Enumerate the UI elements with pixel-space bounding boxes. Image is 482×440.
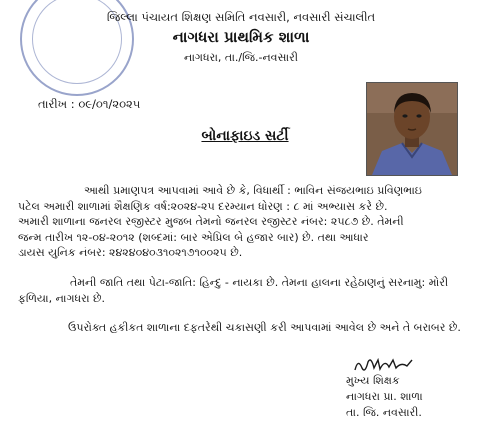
signatory-role: મુખ્ય શિક્ષક [346, 374, 400, 387]
letterhead-address: નાગધરા, તા./જિ.-નવસારી [184, 51, 298, 64]
signatory-place: તા. જિ. નવસારી. [346, 406, 422, 419]
text-line: તેમની જાતિ તથા પેટા-જાતિ: હિન્દુ - નાયકા છે. તેમના હાલના રહેઠાણનું સરનામુ: મોરી [70, 276, 449, 289]
paragraph-caste-address [18, 275, 468, 306]
student-photo [366, 82, 458, 176]
letterhead-parent-body: જિલ્લા પંચાયત શિક્ષણ સમિતિ નવસારી, નવસારી સંચાલીત [106, 10, 376, 24]
issue-date: તારીખ : ૦૯/૦૧/૨૦૨૫ [38, 97, 141, 111]
text-line: ફળિયા, નાગધરા છે. [18, 291, 106, 305]
paragraph-student-details [18, 183, 468, 261]
text-line: જન્મ તારીખ ૧૨-૦૪-૨૦૧૨ (શબ્દમાં: બાર એપ્રિલ બે હજાર બાર) છે. તથા આધાર [18, 230, 369, 244]
text-line: આથી પ્રમાણપત્ર આપવામાં આવે છે કે, વિધાર્થી : ભાવિન સંજયભાઇ પ્રવિણભાઇ [84, 184, 422, 197]
paragraph-verification: ઉપરોક્ત હકીકત શાળાના દફતરેથી ચકાસણી કરી આપવામાં આવેલ છે અને તે બરાબર છે. [68, 321, 461, 334]
letterhead-school-name: નાગધરા પ્રાથમિક શાળા [172, 28, 310, 46]
text-line: પટેલ અમારી શાળામાં શૈક્ષણિક વર્ષ:૨૦૨૪-૨૫ દરમ્યાન ધોરણ : ૮ માં અભ્યાસ કરે છે. [18, 199, 388, 213]
signatory-school: નાગધરા પ્રા. શાળા [346, 390, 423, 403]
certificate-title: બોનાફાઇડ સર્ટી [201, 128, 289, 144]
signature-block [346, 373, 466, 421]
text-line: ડાયસ યુનિક નંબર: ૨૪૨૪૦૪૦૩૧૦૨૧૭૧૦૦૨૫ છે. [18, 246, 243, 259]
text-line: અમારી શાળાના જનરલ રજીસ્ટર મુજબ તેમનો જનરલ રજીસ્ટર નંબર: ૨૫૮૭ છે. તેમની [18, 215, 404, 228]
